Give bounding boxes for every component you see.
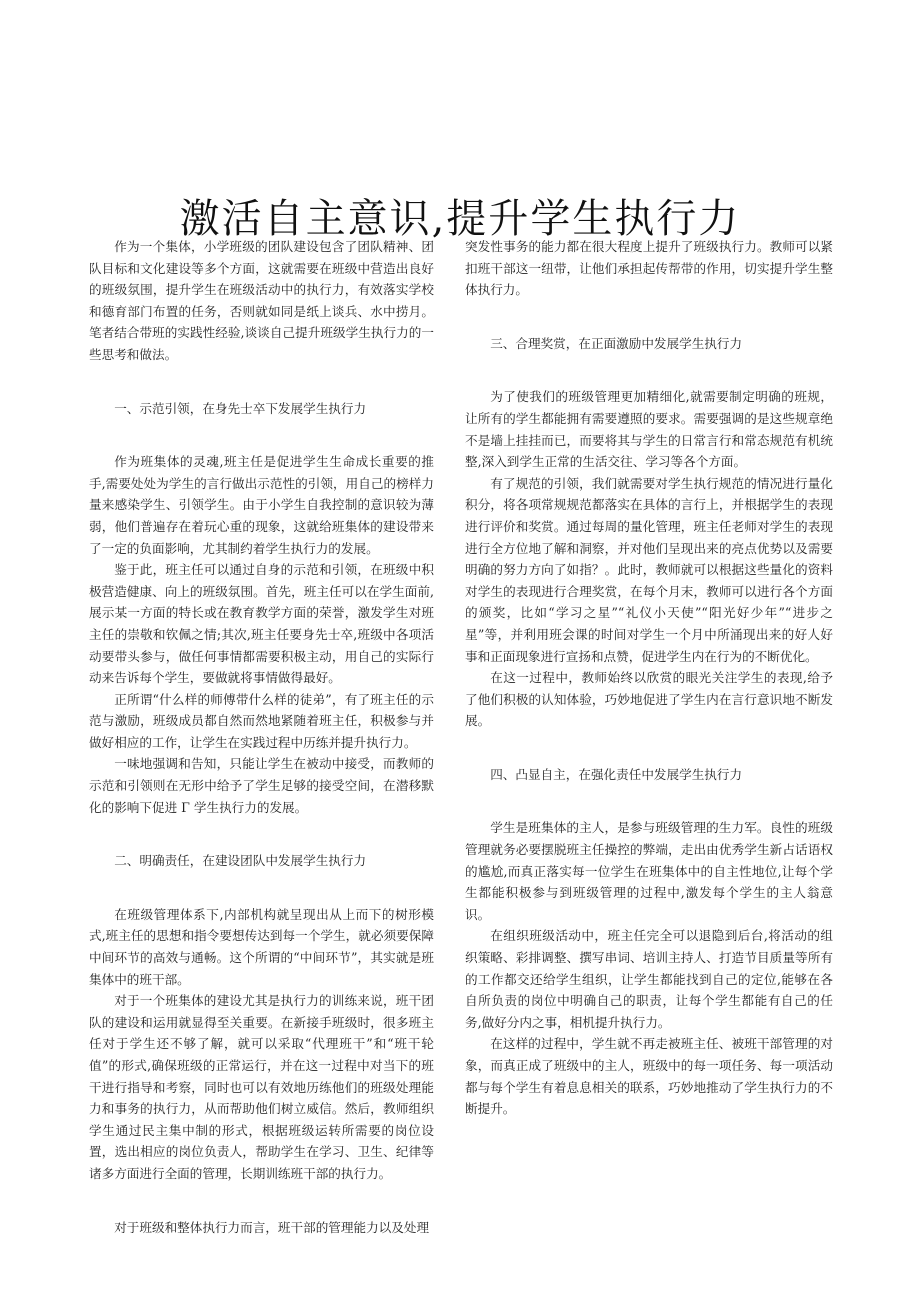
paragraph: 对于班级和整体执行力而言，班干部的管理能力以及处理 xyxy=(114,1219,430,1235)
paragraph: 在这样的过程中，学生就不再走被班主任、被班干部管理的对象，而真正成了班级中的主人，班级中的每一项任务、每一项活动都与每个学生有着息息相关的联系，巧妙地推动了学生执行力的不断提升。 xyxy=(465,1036,833,1117)
section-heading: 三、合理奖赏，在正面激励中发展学生执行力 xyxy=(490,335,743,351)
paragraph: 作为一个集体，小学班级的团队建设包含了团队精神、团队目标和文化建设等多个方面，这就需要在班级中营造出良好的班级氛围，提升学生在班级活动中的执行力，有效落实学校和德育部门布置的任务，否则就如同是纸上谈兵、水中捞月。笔者结合带班的实践性经验,谈谈自己提升班级学生执行力的一些思考和做法。 xyxy=(89,239,434,362)
paragraph: 对于一个班集体的建设尤其是执行力的训练来说，班干团队的建设和运用就显得至关重要。在新接手班级时，很多班主任对于学生还不够了解，就可以采取“代理班干”和“班干轮值”的形式,确保班级的正常运行，并在这一过程中对当下的班干进行指导和考察，同时也可以有效地历练他们的班级处理能力和事务的执行力，从而帮助他们树立威信。然后，教师组织学生通过民主集中制的形式，根据班级运转所需要的岗位设置，选出相应的岗位负责人，帮助学生在学习、卫生、纪律等诸多方面进行全面的管理，长期训练班干部的执行力。 xyxy=(89,993,434,1181)
left-column xyxy=(89,236,434,1238)
paragraph: 在班级管理体系下,内部机构就呈现出从上而下的树形模式,班主任的思想和指令要想传达到每一个学生，就必须要保障中间环节的高效与通畅。这个所谓的“中间环节”，其实就是班集体中的班干部。 xyxy=(89,906,434,987)
paragraph: 正所谓“什么样的师傅带什么样的徒弟”，有了班主任的示范与激励，班级成员都自然而然地紧随着班主任，积极参与并做好相应的工作，让学生在实践过程中历练并提升执行力。 xyxy=(89,691,434,750)
section-heading: 一、示范引领，在身先士卒下发展学生执行力 xyxy=(114,400,367,416)
page-title: 激活自主意识,提升学生执行力 xyxy=(179,195,741,242)
paragraph: 有了规范的引领，我们就需要对学生执行规范的情况进行量化积分，将各项常规规范都落实在具体的言行上，并根据学生的表现进行评价和奖赏。通过每周的量化管理，班主任老师对学生的表现进行全方位地了解和洞察，并对他们呈现出来的亮点优势以及需要明确的努力方向了如指？。此时，教师就可以根据这些量化的资料对学生的表现进行合理奖赏，在每个月末，教师可以进行各个方面的颁奖，比如“学习之星”“礼仪小天使”“阳光好少年”“进步之星”等，并利用班会课的时间对学生一个月中所涌现出来的好人好事和正面现象进行宣扬和点赞，促进学生内在行为的不断优化。 xyxy=(465,475,833,664)
paragraph: 作为班集体的灵魂,班主任是促进学生生命成长重要的推手,需要处处为学生的言行做出示范性的引领，用自己的榜样力量来感染学生、引领学生。由于小学生自我控制的意识较为薄弱，他们普遍存在着玩心重的现象，这就给班集体的建设带来了一定的负面影响，尤其制约着学生执行力的发展。 xyxy=(89,454,434,556)
paragraph: 在这一过程中，教师始终以欣赏的眼光关注学生的表现,给予了他们积极的认知体验，巧妙地促进了学生内在言行意识地不断发展。 xyxy=(465,670,833,729)
paragraph: 突发性事务的能力都在很大程度上提升了班级执行力。教师可以紧扣班干部这一纽带，让他们承担起传帮带的作用，切实提升学生整体执行力。 xyxy=(465,239,833,298)
section-heading: 四、凸显自主，在强化责任中发展学生执行力 xyxy=(490,766,743,782)
paragraph: 一味地强调和告知，只能让学生在被动中接受，而教师的示范和引领则在无形中给予了学生足够的接受空间，在潜移默化的影响下促进 Γ 学生执行力的发展。 xyxy=(89,756,434,815)
paragraph: 学生是班集体的主人，是参与班级管理的生力军。良性的班级管理就务必要摆脱班主任操控的弊端，走出由优秀学生新占话语权的尴尬,而真正落实每一位学生在班集体中的自主性地位,让每个学生都能积极参与到班级管理的过程中,激发每个学生的主人翁意识。 xyxy=(465,820,833,922)
section-heading: 二、明确责任，在建设团队中发展学生执行力 xyxy=(114,853,367,869)
paragraph: 鉴于此，班主任可以通过自身的示范和引领，在班级中积极营造健康、向上的班级氛围。首先，班主任可以在学生面前,展示某一方面的特长或在教育教学方面的荣誉，激发学生对班主任的崇敬和钦佩之情;其次,班主任要身先士卒,班级中各项活动要带头参与，做任何事情都需要积极主动，用自己的实际行动来告诉每个学生，要做就将事情做得最好。 xyxy=(89,562,434,686)
paragraph: 为了使我们的班级管理更加精细化,就需要制定明确的班规，让所有的学生都能拥有需要遵照的要求。需要强调的是这些规章绝不是墙上挂挂而已，而要将其与学生的日常言行和常态规范有机统整,深入到学生正常的生活交往、学习等各个方面。 xyxy=(465,389,833,470)
paragraph: 在组织班级活动中，班主任完全可以退隐到后台,将活动的组织策略、彩排调整、撰写串词、培训主持人、打造节目质量等所有的工作都交还给学生组织，让学生都能找到自己的定位,能够在各自所负责的岗位中明确自己的职责，让每个学生都能有自己的任务,做好分内之事，相机提升执行力。 xyxy=(465,928,833,1030)
right-column xyxy=(465,236,833,1120)
